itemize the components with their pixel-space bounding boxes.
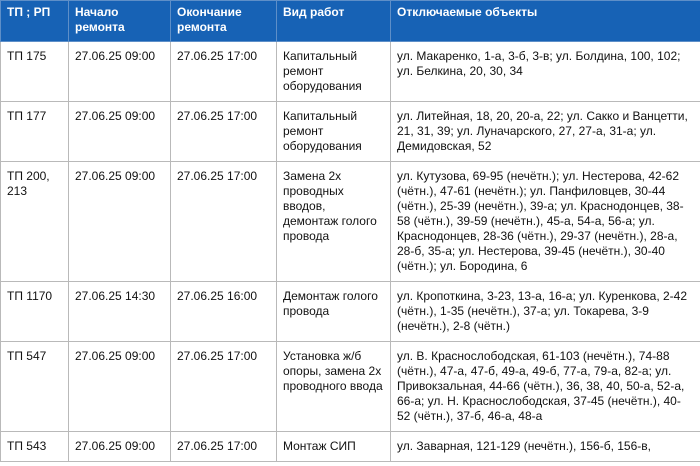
cell-objects: ул. Кропоткина, 3-23, 13-а, 16-а; ул. Куренкова, 2-42 (чётн.), 1-35 (нечётн.), 37-а; ул. Токарева, 3-9 (нечётн.), 2-8 (чётн.) (391, 282, 700, 342)
cell-objects: ул. Заварная, 121-129 (нечётн.), 156-б, 156-в, (391, 432, 700, 462)
cell-end: 27.06.25 17:00 (171, 42, 277, 102)
cell-start: 27.06.25 09:00 (69, 432, 171, 462)
cell-start: 27.06.25 09:00 (69, 42, 171, 102)
cell-tp: ТП 177 (1, 102, 69, 162)
cell-start: 27.06.25 09:00 (69, 162, 171, 282)
cell-end: 27.06.25 17:00 (171, 342, 277, 432)
cell-end: 27.06.25 17:00 (171, 102, 277, 162)
cell-tp: ТП 200, 213 (1, 162, 69, 282)
header-tp: ТП ; РП (1, 1, 69, 42)
cell-start: 27.06.25 14:30 (69, 282, 171, 342)
cell-objects: ул. В. Краснослободская, 61-103 (нечётн.), 74-88 (чётн.), 47-а, 47-б, 49-а, 49-б, 77-а, 79-а, 82-а; ул. Привокзальная, 44-66 (чётн.), 36, 38, 40, 50-а, 52-а, 66-а; ул. Н. Краснослободская, 37-45 (нечётн.), 40-52 (чётн.), 37-б, 46-а, 48-а (391, 342, 700, 432)
table-header-row (1, 1, 700, 42)
cell-work: Капитальный ремонт оборудования (277, 102, 391, 162)
header-work: Вид работ (277, 1, 391, 42)
cell-tp: ТП 547 (1, 342, 69, 432)
cell-tp: ТП 1170 (1, 282, 69, 342)
cell-work: Капитальный ремонт оборудования (277, 42, 391, 102)
table-row (1, 102, 700, 162)
table-row (1, 162, 700, 282)
cell-objects: ул. Кутузова, 69-95 (нечётн.); ул. Нестерова, 42-62 (чётн.), 47-61 (нечётн.); ул. Панфиловцев, 30-44 (чётн.), 25-39 (нечётн.), 39-а; ул. Краснодонцев, 38-58 (чётн.), 39-59 (нечётн.), 45-а, 54-а, 56-а; ул. Краснодонцев, 28-36 (чётн.), 29-37 (нечётн.), 28-а, 28-б, 35-а; ул. Нестерова, 39-45 (нечётн.), 30-40 (чётн.); ул. Бородина, 6 (391, 162, 700, 282)
cell-work: Монтаж СИП (277, 432, 391, 462)
table-row (1, 42, 700, 102)
cell-work: Демонтаж голого провода (277, 282, 391, 342)
cell-tp: ТП 543 (1, 432, 69, 462)
cell-end: 27.06.25 17:00 (171, 162, 277, 282)
cell-end: 27.06.25 17:00 (171, 432, 277, 462)
cell-end: 27.06.25 16:00 (171, 282, 277, 342)
header-objects: Отключаемые объекты (391, 1, 700, 42)
header-end: Окончание ремонта (171, 1, 277, 42)
table-row (1, 432, 700, 462)
cell-objects: ул. Литейная, 18, 20, 20-а, 22; ул. Сакко и Ванцетти, 21, 31, 39; ул. Луначарского, 27, 27-а, 31-а; ул. Демидовская, 52 (391, 102, 700, 162)
table-row (1, 342, 700, 432)
cell-tp: ТП 175 (1, 42, 69, 102)
cell-start: 27.06.25 09:00 (69, 342, 171, 432)
cell-work: Установка ж/б опоры, замена 2х проводного ввода (277, 342, 391, 432)
cell-work: Замена 2х проводных вводов, демонтаж голого провода (277, 162, 391, 282)
cell-objects: ул. Макаренко, 1-а, 3-б, 3-в; ул. Болдина, 100, 102; ул. Белкина, 20, 30, 34 (391, 42, 700, 102)
table-row (1, 282, 700, 342)
header-start: Начало ремонта (69, 1, 171, 42)
cell-start: 27.06.25 09:00 (69, 102, 171, 162)
